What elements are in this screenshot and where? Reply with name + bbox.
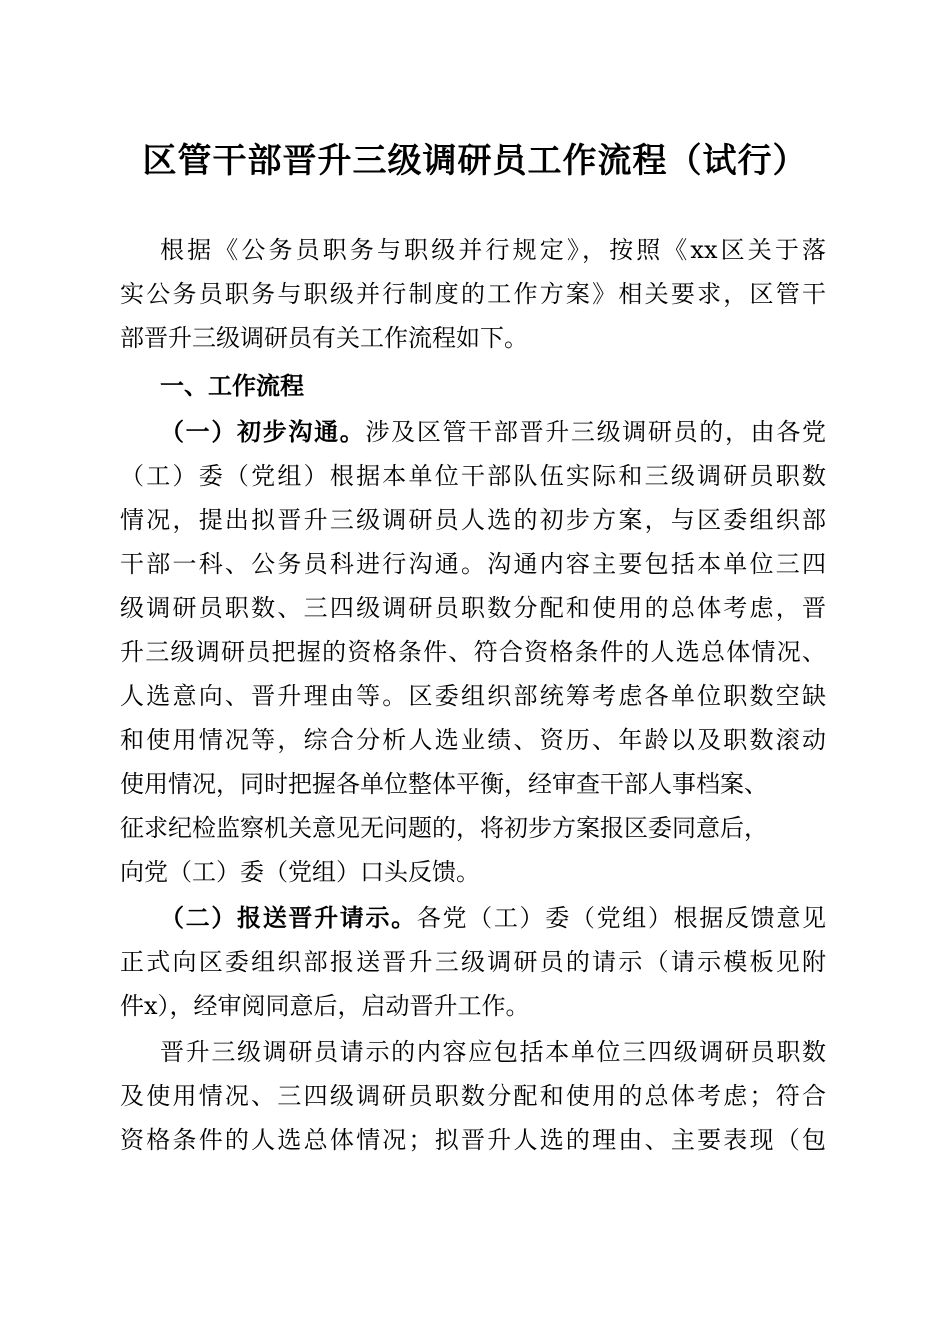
intro-line-3: 部晋升三级调研员有关工作流程如下。: [120, 324, 528, 352]
step1-line-11: 向党（工）委（党组）口头反馈。: [120, 858, 480, 886]
para3-line-3: 资格条件的人选总体情况；拟晋升人选的理由、主要表现（包: [120, 1126, 826, 1154]
intro-line-1: 根据《公务员职务与职级并行规定》，按照《xx区关于落: [160, 236, 826, 264]
intro-line-2: 实公务员职务与职级并行制度的工作方案》相关要求，区管干: [120, 280, 826, 308]
step1-line-4: 干部一科、公务员科进行沟通。沟通内容主要包括本单位三四: [120, 550, 826, 578]
step2-first-line: [160, 898, 826, 938]
step2-line-2: 正式向区委组织部报送晋升三级调研员的请示（请示模板见附: [120, 948, 826, 976]
step1-lead: （一）初步沟通。: [160, 417, 366, 446]
step1-first-line: [160, 412, 826, 452]
step1-line-2: （工）委（党组）根据本单位干部队伍实际和三级调研员职数: [120, 462, 826, 490]
para3-line-1: 晋升三级调研员请示的内容应包括本单位三四级调研员职数: [160, 1038, 826, 1066]
step1-line-3: 情况，提出拟晋升三级调研员人选的初步方案，与区委组织部: [120, 506, 826, 534]
step1-line-5: 级调研员职数、三四级调研员职数分配和使用的总体考虑，晋: [120, 594, 826, 622]
step1-line-9: 使用情况，同时把握各单位整体平衡，经审查干部人事档案、: [120, 770, 768, 798]
document-title: 区管干部晋升三级调研员工作流程（试行）: [142, 141, 808, 181]
step1-line-6: 升三级调研员把握的资格条件、符合资格条件的人选总体情况、: [120, 638, 826, 666]
step1-line-10: 征求纪检监察机关意见无问题的，将初步方案报区委同意后，: [120, 814, 768, 842]
step2-first-line-text: 各党（工）委（党组）根据反馈意见: [416, 904, 827, 932]
step1-line-7: 人选意向、晋升理由等。区委组织部统筹考虑各单位职数空缺: [120, 682, 826, 710]
step2-line-3: 件x），经审阅同意后，启动晋升工作。: [120, 992, 530, 1020]
step1-line-8: 和使用情况等，综合分析人选业绩、资历、年龄以及职数滚动: [120, 726, 826, 754]
step2-lead: （二）报送晋升请示。: [160, 903, 417, 932]
step1-first-line-text: 涉及区管干部晋升三级调研员的，由各党: [365, 418, 827, 446]
para3-line-2: 及使用情况、三四级调研员职数分配和使用的总体考虑；符合: [120, 1082, 826, 1110]
section-heading-workflow: 一、工作流程: [160, 372, 304, 400]
